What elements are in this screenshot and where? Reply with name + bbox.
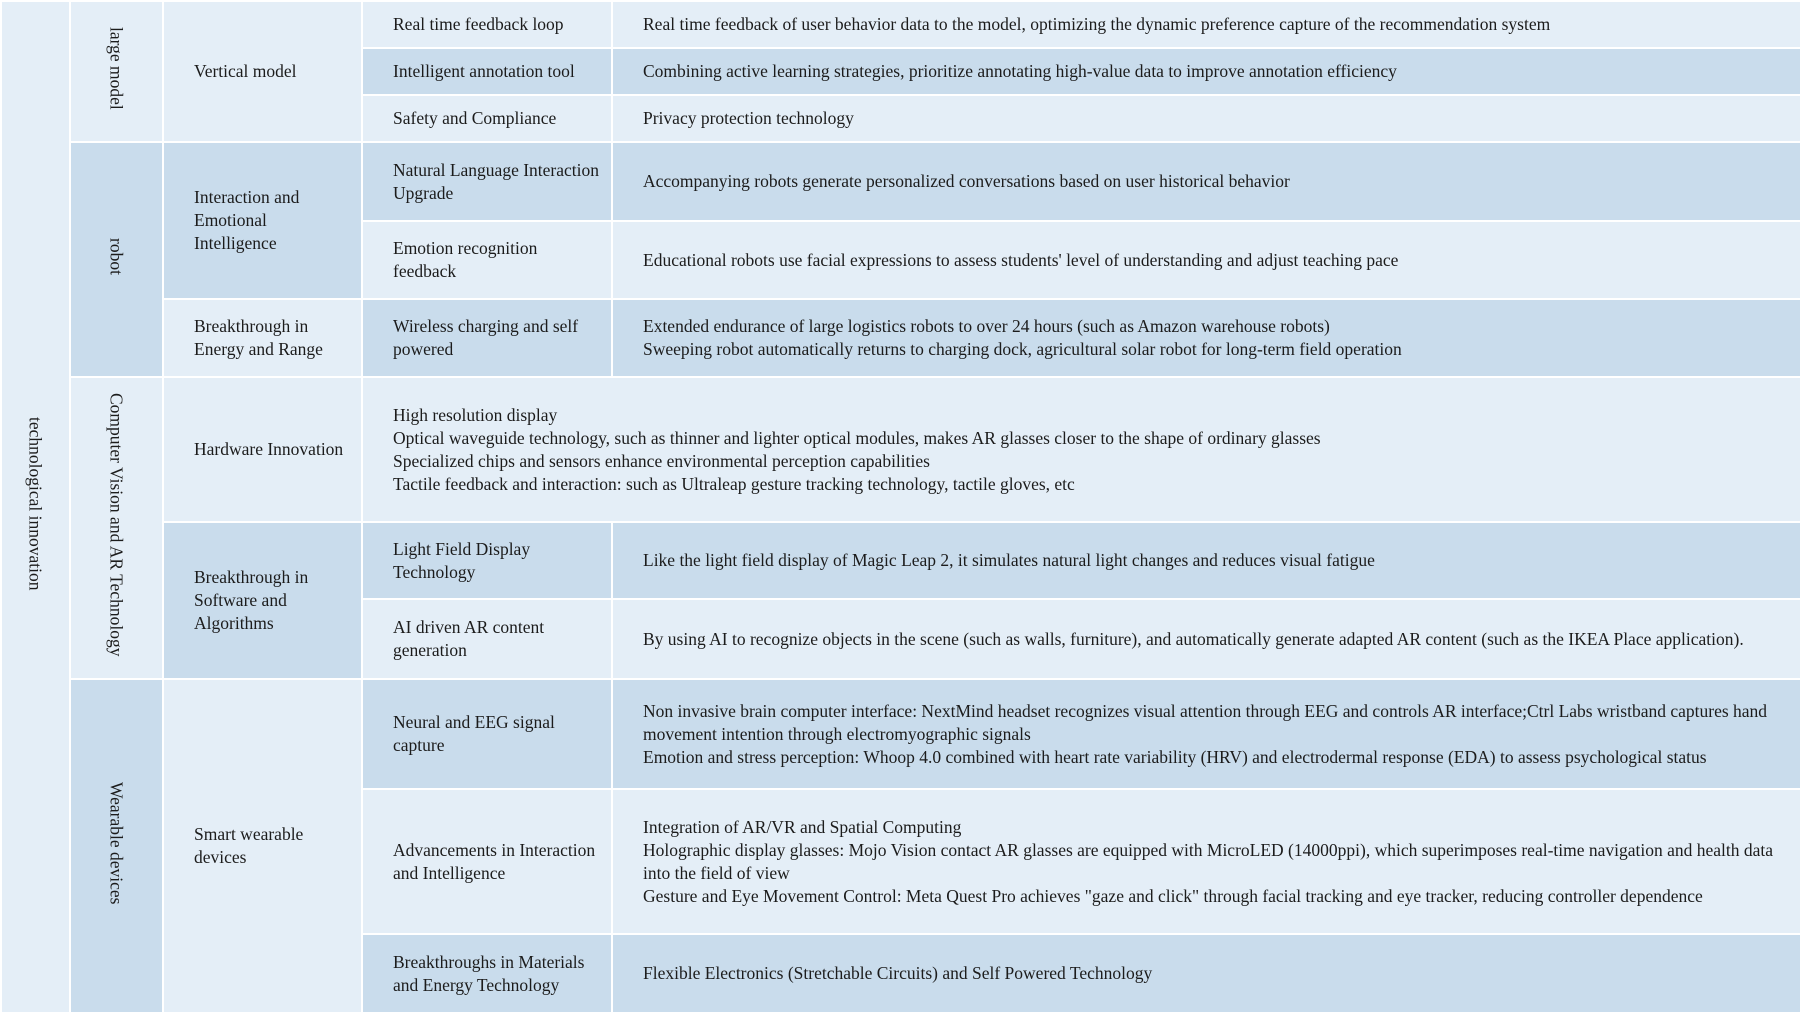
description-line: High resolution display — [393, 404, 558, 425]
description-line: Accompanying robots generate personalized conversations based on user historical behavior — [643, 171, 1290, 191]
description-cell — [612, 1, 1800, 48]
category-label: technological innovation — [25, 417, 46, 591]
description-line: Sweeping robot automatically returns to charging dock, agricultural solar robot for long-term field operation — [643, 339, 1402, 359]
merged-description-cell — [362, 377, 1800, 522]
group-label: large model — [106, 27, 127, 110]
description-line: Privacy protection technology — [643, 108, 854, 128]
feature-cell: Breakthroughs in Materials and Energy Technology — [362, 934, 612, 1013]
description-line: Gesture and Eye Movement Control: Meta Quest Pro achieves "gaze and click" through facial tracking and eye tracker, reducing controller dependence — [643, 885, 1703, 906]
description-line: Specialized chips and sensors enhance environmental perception capabilities — [393, 450, 930, 471]
description-cell — [612, 934, 1800, 1013]
group-cell — [70, 679, 163, 1013]
description-line: Flexible Electronics (Stretchable Circuits) and Self Powered Technology — [643, 963, 1153, 983]
subgroup-cell: Vertical model — [163, 1, 362, 142]
description-cell — [612, 95, 1800, 142]
feature-cell: Wireless charging and self powered — [362, 299, 612, 377]
description-line: Non invasive brain computer interface: NextMind headset recognizes visual attention through EEG and controls AR interface;Ctrl Labs wristband captures hand movement intention through electromyographic signals — [643, 700, 1768, 744]
description-line: Holographic display glasses: Mojo Vision contact AR glasses are equipped with MicroLED (14000ppi), which superimposes real-time navigation and health data into the field of view — [643, 839, 1774, 883]
group-cell — [70, 377, 163, 679]
subgroup-cell: Hardware Innovation — [163, 377, 362, 522]
description-line: Educational robots use facial expressions to assess students' level of understanding and adjust teaching pace — [643, 249, 1399, 270]
feature-cell: Neural and EEG signal capture — [362, 679, 612, 789]
feature-cell: Intelligent annotation tool — [362, 48, 612, 95]
description-cell — [612, 221, 1800, 299]
description-line: Optical waveguide technology, such as thinner and lighter optical modules, makes AR glasses closer to the shape of ordinary glasses — [393, 427, 1321, 448]
description-line: Like the light field display of Magic Leap 2, it simulates natural light changes and reduces visual fatigue — [643, 550, 1375, 570]
group-cell — [70, 1, 163, 142]
subgroup-cell: Breakthrough in Energy and Range — [163, 299, 362, 377]
table-row — [1, 299, 1800, 377]
description-line: Tactile feedback and interaction: such as Ultraleap gesture tracking technology, tactile gloves, etc — [393, 473, 1075, 494]
description-cell — [612, 299, 1800, 377]
description-cell — [612, 48, 1800, 95]
category-cell — [1, 1, 70, 1013]
feature-cell: Light Field Display Technology — [362, 522, 612, 599]
table-row — [1, 1, 1800, 48]
table-row — [1, 377, 1800, 522]
group-label: Computer Vision and AR Technology — [106, 393, 127, 657]
description-line: By using AI to recognize objects in the scene (such as walls, furniture), and automatically generate adapted AR content (such as the IKEA Place application). — [643, 628, 1744, 649]
table-row — [1, 679, 1800, 789]
description-line: Real time feedback of user behavior data to the model, optimizing the dynamic preference capture of the recommendation system — [643, 14, 1551, 34]
description-cell — [612, 142, 1800, 221]
description-line: Integration of AR/VR and Spatial Computing — [643, 816, 962, 837]
group-label: robot — [106, 238, 127, 275]
subgroup-cell: Interaction and Emotional Intelligence — [163, 142, 362, 299]
subgroup-cell: Smart wearable devices — [163, 679, 362, 1013]
feature-cell: Emotion recognition feedback — [362, 221, 612, 299]
description-cell — [612, 599, 1800, 679]
description-cell — [612, 522, 1800, 599]
feature-cell: Advancements in Interaction and Intelligence — [362, 789, 612, 934]
group-label: Wearable devices — [106, 781, 127, 905]
feature-cell: AI driven AR content generation — [362, 599, 612, 679]
description-cell — [612, 789, 1800, 934]
table-row — [1, 522, 1800, 599]
description-line: Emotion and stress perception: Whoop 4.0 combined with heart rate variability (HRV) and electrodermal response (EDA) to assess psychological status — [643, 746, 1707, 767]
description-cell — [612, 679, 1800, 789]
description-line: Extended endurance of large logistics robots to over 24 hours (such as Amazon warehouse robots) — [643, 316, 1330, 336]
feature-cell: Natural Language Interaction Upgrade — [362, 142, 612, 221]
subgroup-cell: Breakthrough in Software and Algorithms — [163, 522, 362, 679]
description-line: Combining active learning strategies, prioritize annotating high-value data to improve annotation efficiency — [643, 61, 1397, 81]
group-cell — [70, 142, 163, 377]
table-row — [1, 142, 1800, 221]
feature-cell: Real time feedback loop — [362, 1, 612, 48]
feature-cell: Safety and Compliance — [362, 95, 612, 142]
